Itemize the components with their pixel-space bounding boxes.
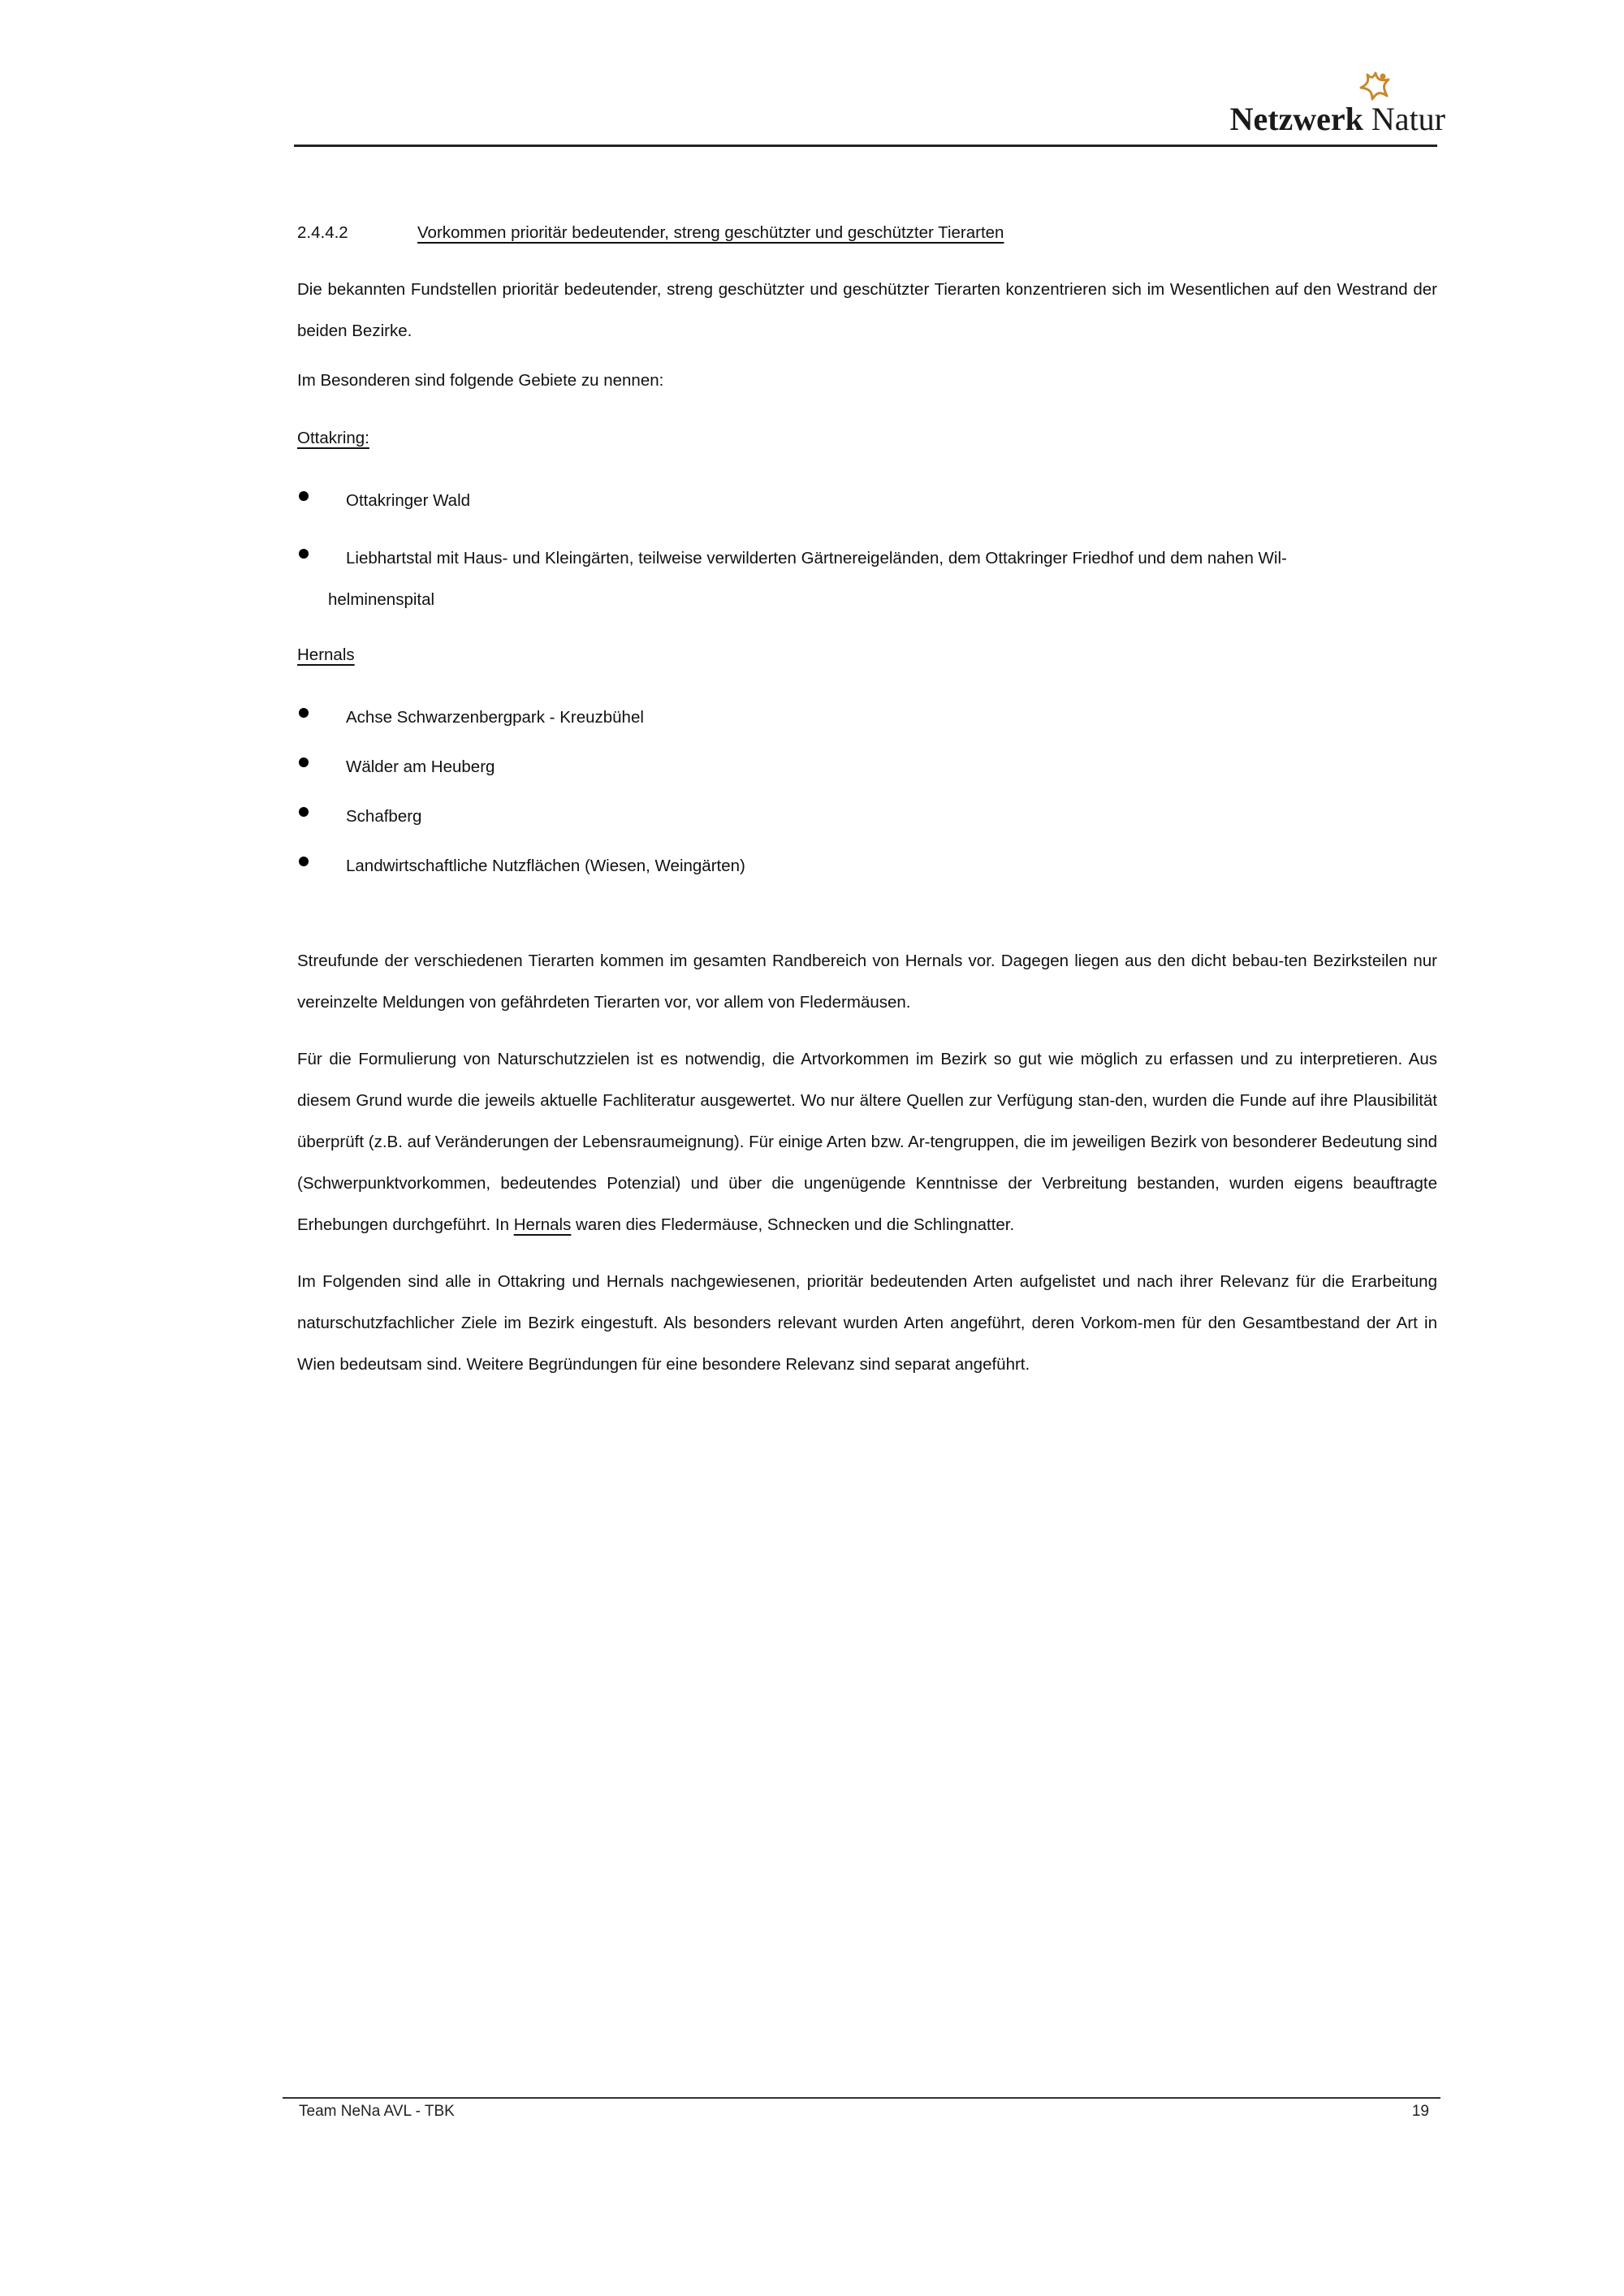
list-item bbox=[297, 480, 1437, 521]
lead-paragraph: Im Besonderen sind folgende Gebiete zu nennen: bbox=[297, 371, 664, 390]
subheading-hernals bbox=[297, 641, 1437, 669]
list-item-text: Landwirtschaftliche Nutzflächen (Wiesen, Weingärten) bbox=[346, 857, 745, 875]
list-item-text: Wälder am Heuberg bbox=[346, 757, 495, 776]
logo-bold-text: Netzwerk bbox=[1229, 101, 1363, 137]
paragraph-folgenden: Im Folgenden sind alle in Ottakring und Hernals nachgewiesenen, prioritär bedeutenden Arten aufgelistet und nach ihrer Relevanz für die Erarbeitung naturschutzfachlicher Ziele im Bezirk eingestuft. Als besonders relevant wurden Arten angeführt, deren Vorkom-men für den Gesamtbestand der Art in Wien bedeutsam sind. Weitere Begründungen für eine besondere Relevanz sind separat angeführt. bbox=[297, 1272, 1437, 1374]
hernals-list bbox=[297, 697, 1437, 887]
paragraph-text: Für die Formulierung von Naturschutzzielen ist es notwendig, die Artvorkommen im Bezirk so gut wie möglich zu erfassen und zu interpretieren. Aus diesem Grund wurde die jeweils aktuelle Fachliteratur ausgewertet. Wo nur ältere Quellen zur Verfügung stan-den, wurden die Funde auf ihre Plausibilität überprüft (z.B. auf Veränderungen der Lebensraumeignung). Für einige Arten bzw. Ar-tengruppen, die im jeweiligen Bezirk von besonderer Bedeutung sind (Schwerpunktvorkommen, bedeutendes Potenzial) und über die ungenügende Kenntnisse der Verbreitung bestanden, wurden eigens beauftragte Erhebungen durchgeführt. In bbox=[297, 1050, 1437, 1234]
list-item bbox=[297, 697, 1437, 738]
footer-team: Team NeNa AVL - TBK bbox=[299, 2103, 455, 2120]
footer-rule bbox=[283, 2097, 1440, 2099]
header-rule bbox=[294, 145, 1437, 147]
hernals-link[interactable]: Hernals bbox=[513, 1215, 572, 1234]
paragraph-streufunde: Streufunde der verschiedenen Tierarten kommen im gesamten Randbereich von Hernals vor. Dagegen liegen aus den dicht bebau-ten Bezirksteilen nur vereinzelte Meldungen von gefährdeten Tierarten vor, vor allem von Fledermäusen. bbox=[297, 952, 1437, 1012]
list-item-text: Schafberg bbox=[346, 807, 422, 826]
list-item-text: Liebhartstal mit Haus- und Kleingärten, teilweise verwilderten Gärtnereigeländen, dem Ottakringer Friedhof und dem nahen Wil- bbox=[346, 549, 1287, 568]
list-item-text: Ottakringer Wald bbox=[346, 491, 471, 510]
page-number: 19 bbox=[1411, 2103, 1429, 2120]
list-item-text-continued: helminenspital bbox=[328, 590, 435, 609]
list-item bbox=[297, 746, 1437, 788]
intro-paragraph: Die bekannten Fundstellen prioritär bedeutender, streng geschützter und geschützter Tierarten konzentrieren sich im Wesentlichen auf den Westrand der beiden Bezirke. bbox=[297, 280, 1437, 340]
ottakring-list bbox=[297, 480, 1437, 620]
section-number: 2.4.4.2 bbox=[297, 223, 348, 242]
paragraph-text: waren dies Fledermäuse, Schnecken und die Schlingnatter. bbox=[571, 1215, 1015, 1234]
list-item bbox=[297, 796, 1437, 837]
section-title: Vorkommen prioritär bedeutender, streng geschützter und geschützter Tierarten bbox=[417, 223, 1004, 242]
bullet-icon bbox=[299, 807, 309, 817]
list-item-text: Achse Schwarzenbergpark - Kreuzbühel bbox=[346, 708, 644, 727]
list-item bbox=[297, 845, 1437, 887]
section-heading bbox=[297, 219, 1437, 247]
hernals-label: Hernals bbox=[297, 645, 355, 664]
bullet-icon bbox=[299, 708, 309, 718]
bullet-icon bbox=[299, 757, 309, 767]
bullet-icon bbox=[299, 549, 309, 559]
logo-wordmark bbox=[1230, 100, 1445, 138]
ottakring-label: Ottakring: bbox=[297, 429, 369, 447]
paragraph-formulierung bbox=[297, 1038, 1437, 1245]
bullet-icon bbox=[299, 857, 309, 866]
bullet-icon bbox=[299, 491, 309, 501]
subheading-ottakring bbox=[297, 425, 1437, 452]
netzwerk-natur-logo bbox=[1202, 73, 1445, 138]
document-body bbox=[297, 219, 1437, 1400]
logo-regular-text: Natur bbox=[1371, 101, 1445, 137]
list-item bbox=[297, 537, 1437, 620]
